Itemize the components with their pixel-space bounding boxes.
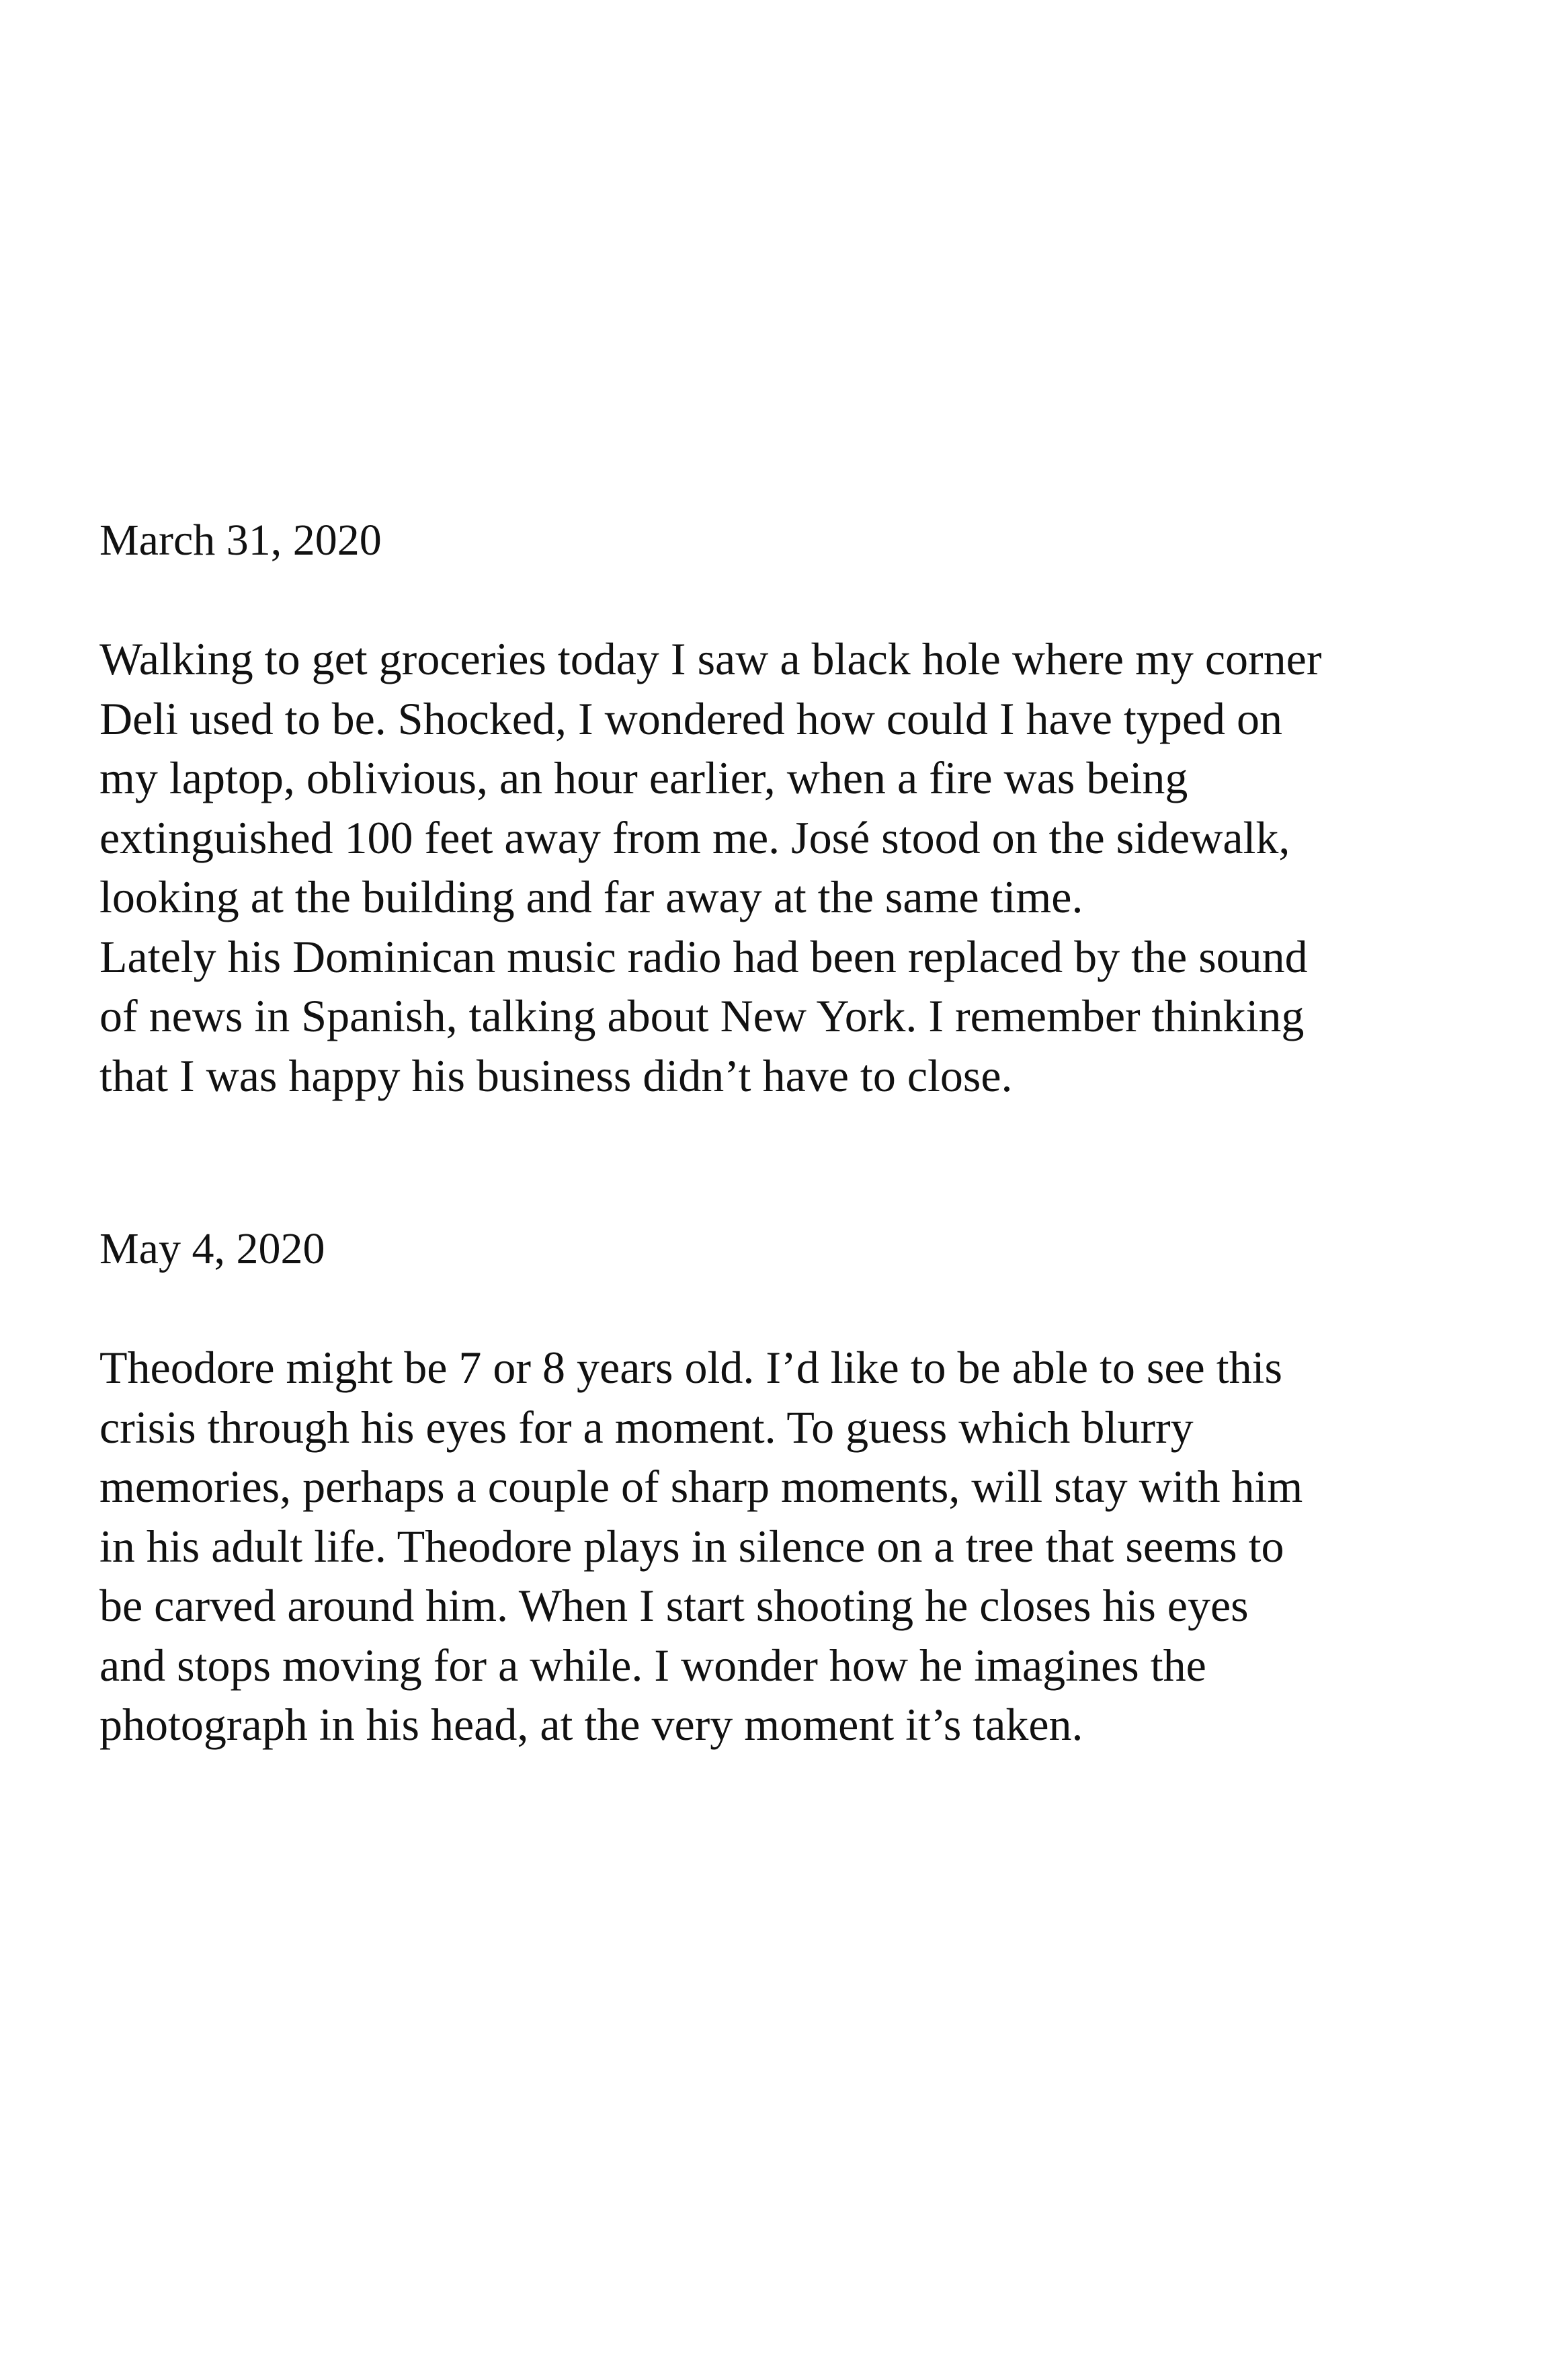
entry-line: that I was happy his business didn’t have to close. bbox=[99, 1049, 1013, 1101]
entry-line: photograph in his head, at the very moment it’s taken. bbox=[99, 1699, 1083, 1750]
entry-line: my laptop, oblivious, an hour earlier, when a fire was being bbox=[99, 752, 1188, 803]
entry-date: May 4, 2020 bbox=[99, 1224, 325, 1273]
entry-body bbox=[99, 1338, 1477, 1755]
entry-body bbox=[99, 629, 1477, 1105]
entry-line: crisis through his eyes for a moment. To guess which blurry bbox=[99, 1401, 1194, 1453]
entry-line: Deli used to be. Shocked, I wondered how could I have typed on bbox=[99, 692, 1282, 744]
entry-line: Lately his Dominican music radio had been replaced by the sound bbox=[99, 930, 1308, 982]
entry-line: looking at the building and far away at the same time. bbox=[99, 871, 1083, 922]
entry-line: memories, perhaps a couple of sharp moments, will stay with him bbox=[99, 1461, 1303, 1512]
entry-line: be carved around him. When I start shooting he closes his eyes bbox=[99, 1580, 1249, 1631]
journal-entry bbox=[99, 1220, 1477, 1755]
entry-line: extinguished 100 feet away from me. José stood on the sidewalk, bbox=[99, 811, 1290, 863]
entry-line: in his adult life. Theodore plays in silence on a tree that seems to bbox=[99, 1520, 1284, 1572]
journal-entry bbox=[99, 511, 1477, 1105]
entry-line: Theodore might be 7 or 8 years old. I’d like to be able to see this bbox=[99, 1342, 1282, 1393]
entry-line: of news in Spanish, talking about New York. I remember thinking bbox=[99, 990, 1305, 1041]
journal-page bbox=[99, 511, 1477, 1755]
entry-line: and stops moving for a while. I wonder how he imagines the bbox=[99, 1639, 1206, 1691]
entry-line: Walking to get groceries today I saw a black hole where my corner bbox=[99, 633, 1322, 684]
entry-date: March 31, 2020 bbox=[99, 516, 382, 565]
